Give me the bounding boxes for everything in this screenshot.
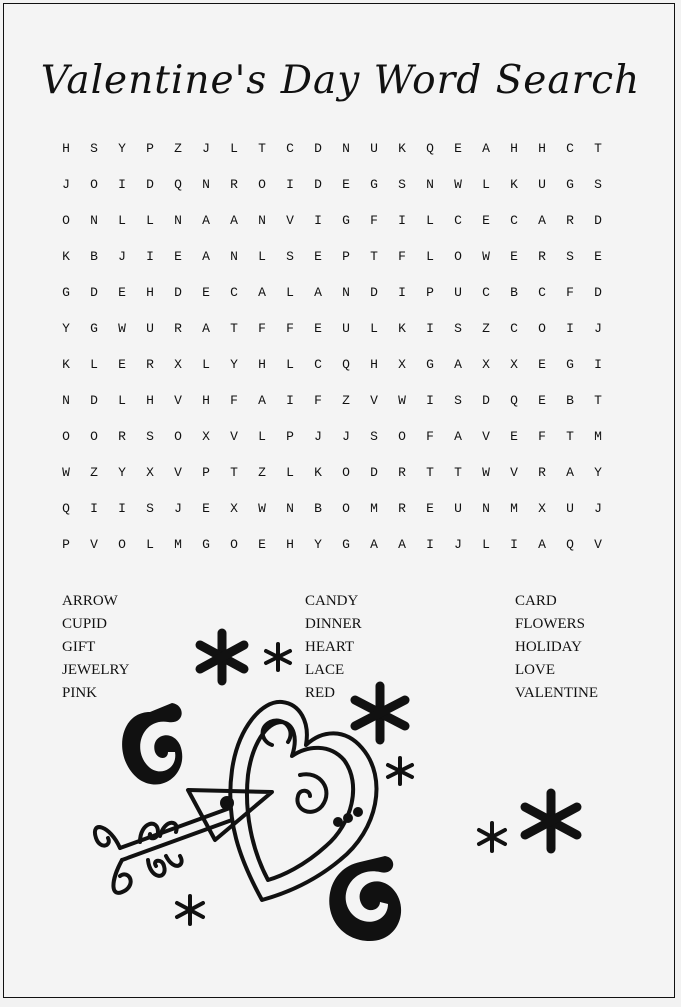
grid-letter: S [454,320,462,336]
grid-letter: F [426,428,434,444]
grid-letter: R [398,464,406,480]
grid-letter: E [454,140,462,156]
grid-letter: L [370,320,378,336]
grid-letter: A [454,428,462,444]
grid-letter: C [314,356,322,372]
grid-letter: Z [342,392,350,408]
grid-letter: Q [62,500,70,516]
grid-letter: J [118,248,126,264]
grid-letter: T [230,320,238,336]
grid-letter: S [146,428,154,444]
grid-letter: H [146,284,154,300]
grid-letter: L [202,356,210,372]
grid-letter: W [398,392,406,408]
grid-letter: N [202,176,210,192]
grid-letter: Q [510,392,518,408]
grid-letter: N [426,176,434,192]
grid-letter: W [482,464,490,480]
grid-letter: H [286,536,294,552]
grid-letter: M [174,536,182,552]
grid-letter: E [118,284,126,300]
grid-letter: T [258,140,266,156]
grid-letter: G [342,212,350,228]
grid-letter: G [90,320,98,336]
grid-letter: A [202,320,210,336]
word-list-item: CANDY [305,593,359,609]
grid-letter: A [538,212,546,228]
grid-letter: D [314,176,322,192]
grid-letter: I [286,176,294,192]
grid-letter: A [202,212,210,228]
grid-letter: L [230,140,238,156]
word-list-column-1 [62,590,130,705]
grid-row [52,238,612,274]
grid-letter: G [426,356,434,372]
grid-letter: T [594,140,602,156]
grid-letter: U [146,320,154,336]
grid-letter: L [286,284,294,300]
grid-letter: T [370,248,378,264]
grid-letter: U [370,140,378,156]
grid-letter: I [594,356,602,372]
word-list-item: HOLIDAY [515,639,582,655]
grid-letter: Y [118,464,126,480]
grid-letter: G [370,176,378,192]
grid-letter: I [426,320,434,336]
grid-letter: G [566,356,574,372]
grid-letter: Y [314,536,322,552]
grid-letter: H [510,140,518,156]
grid-letter: L [482,176,490,192]
grid-letter: O [230,536,238,552]
grid-letter: L [426,248,434,264]
grid-letter: U [454,500,462,516]
letter-grid [52,130,612,562]
grid-letter: Z [90,464,98,480]
grid-letter: I [90,500,98,516]
grid-letter: L [90,356,98,372]
grid-letter: H [538,140,546,156]
grid-letter: L [286,356,294,372]
grid-letter: V [174,392,182,408]
grid-letter: V [370,392,378,408]
grid-letter: P [202,464,210,480]
grid-letter: H [146,392,154,408]
grid-letter: U [538,176,546,192]
grid-letter: F [566,284,574,300]
grid-letter: X [202,428,210,444]
grid-row [52,454,612,490]
grid-letter: V [174,464,182,480]
grid-letter: H [370,356,378,372]
grid-letter: Q [342,356,350,372]
word-list-item: LOVE [515,662,555,678]
grid-letter: O [174,428,182,444]
grid-letter: W [118,320,126,336]
word-list-item: VALENTINE [515,685,599,701]
grid-row [52,310,612,346]
grid-letter: O [90,176,98,192]
grid-letter: D [594,212,602,228]
grid-letter: L [426,212,434,228]
grid-letter: I [426,536,434,552]
grid-letter: D [90,284,98,300]
grid-row [52,382,612,418]
grid-row [52,526,612,562]
grid-letter: E [314,320,322,336]
grid-letter: A [202,248,210,264]
grid-letter: I [146,248,154,264]
grid-letter: F [398,248,406,264]
grid-letter: Z [482,320,490,336]
grid-letter: K [62,356,70,372]
grid-letter: E [342,176,350,192]
grid-letter: D [370,284,378,300]
grid-letter: T [594,392,602,408]
grid-letter: J [454,536,462,552]
grid-letter: A [230,212,238,228]
grid-letter: R [538,464,546,480]
grid-letter: R [230,176,238,192]
grid-letter: E [482,212,490,228]
grid-letter: S [594,176,602,192]
grid-letter: O [90,428,98,444]
grid-letter: A [398,536,406,552]
grid-letter: N [258,212,266,228]
grid-letter: M [510,500,518,516]
word-list-column-2 [305,590,362,705]
word-list-item: GIFT [62,639,96,655]
grid-letter: V [510,464,518,480]
grid-letter: A [314,284,322,300]
word-list-item: CARD [515,593,557,609]
grid-letter: W [258,500,266,516]
grid-letter: M [370,500,378,516]
grid-letter: V [90,536,98,552]
grid-letter: K [398,140,406,156]
grid-letter: I [510,536,518,552]
grid-letter: O [454,248,462,264]
grid-letter: R [174,320,182,336]
grid-letter: N [342,284,350,300]
grid-letter: L [258,428,266,444]
grid-letter: J [202,140,210,156]
grid-letter: B [314,500,322,516]
word-list-item: FLOWERS [515,616,586,632]
grid-letter: A [482,140,490,156]
grid-letter: C [482,284,490,300]
grid-letter: U [342,320,350,336]
grid-letter: I [286,392,294,408]
grid-row [52,274,612,310]
grid-letter: N [90,212,98,228]
grid-letter: Q [566,536,574,552]
grid-letter: S [370,428,378,444]
grid-letter: N [174,212,182,228]
word-list-item: PINK [62,685,98,701]
grid-letter: O [62,428,70,444]
grid-letter: O [258,176,266,192]
grid-letter: E [314,248,322,264]
grid-letter: K [314,464,322,480]
grid-letter: B [566,392,574,408]
grid-letter: B [510,284,518,300]
grid-letter: J [342,428,350,444]
grid-letter: D [314,140,322,156]
grid-letter: I [398,212,406,228]
grid-letter: D [370,464,378,480]
grid-letter: O [342,500,350,516]
grid-row [52,202,612,238]
grid-letter: A [370,536,378,552]
word-list-item: JEWELRY [62,662,130,678]
grid-letter: N [286,500,294,516]
grid-letter: G [62,284,70,300]
grid-letter: T [230,464,238,480]
grid-letter: L [146,212,154,228]
grid-letter: Q [426,140,434,156]
grid-letter: M [594,428,602,444]
grid-letter: J [594,500,602,516]
grid-letter: I [118,176,126,192]
grid-letter: V [594,536,602,552]
grid-letter: P [146,140,154,156]
grid-letter: T [426,464,434,480]
grid-letter: O [62,212,70,228]
grid-row [52,130,612,166]
grid-letter: S [398,176,406,192]
grid-letter: P [286,428,294,444]
word-list-column-3 [515,590,598,705]
grid-letter: D [174,284,182,300]
grid-letter: K [62,248,70,264]
word-list-item: CUPID [62,616,108,632]
grid-letter: X [482,356,490,372]
grid-letter: C [230,284,238,300]
page-title: Valentine's Day Word Search [40,58,641,103]
grid-letter: I [426,392,434,408]
grid-letter: J [62,176,70,192]
grid-letter: F [258,320,266,336]
grid-letter: E [538,356,546,372]
grid-letter: S [286,248,294,264]
grid-letter: C [538,284,546,300]
grid-letter: X [146,464,154,480]
grid-letter: L [258,248,266,264]
grid-letter: I [566,320,574,336]
grid-letter: L [118,212,126,228]
grid-letter: H [258,356,266,372]
grid-letter: D [146,176,154,192]
grid-letter: P [62,536,70,552]
grid-letter: C [510,320,518,336]
grid-letter: R [398,500,406,516]
grid-letter: K [510,176,518,192]
grid-letter: K [398,320,406,336]
grid-letter: S [566,248,574,264]
grid-letter: X [538,500,546,516]
grid-letter: Y [118,140,126,156]
grid-letter: F [230,392,238,408]
grid-letter: V [230,428,238,444]
grid-letter: E [202,500,210,516]
grid-letter: I [314,212,322,228]
grid-letter: N [62,392,70,408]
grid-letter: X [174,356,182,372]
grid-letter: J [594,320,602,336]
grid-letter: R [538,248,546,264]
grid-letter: C [454,212,462,228]
grid-letter: N [230,248,238,264]
grid-letter: H [202,392,210,408]
grid-letter: A [538,536,546,552]
grid-letter: I [398,284,406,300]
grid-letter: E [174,248,182,264]
word-list-item: LACE [305,662,345,678]
grid-letter: Y [230,356,238,372]
grid-letter: L [146,536,154,552]
grid-letter: B [90,248,98,264]
grid-letter: A [258,284,266,300]
grid-letter: A [566,464,574,480]
grid-letter: Y [594,464,602,480]
word-list-item: RED [305,685,335,701]
grid-letter: O [398,428,406,444]
grid-letter: L [118,392,126,408]
grid-letter: F [538,428,546,444]
grid-letter: X [510,356,518,372]
grid-letter: P [342,248,350,264]
grid-letter: C [286,140,294,156]
grid-letter: N [342,140,350,156]
grid-letter: S [90,140,98,156]
grid-letter: W [62,464,70,480]
grid-row [52,418,612,454]
grid-letter: J [174,500,182,516]
grid-letter: C [566,140,574,156]
grid-letter: V [482,428,490,444]
grid-letter: F [370,212,378,228]
grid-letter: T [454,464,462,480]
grid-letter: R [118,428,126,444]
grid-letter: F [314,392,322,408]
grid-letter: F [286,320,294,336]
word-list-item: HEART [305,639,355,655]
grid-letter: A [454,356,462,372]
grid-letter: D [482,392,490,408]
grid-letter: A [258,392,266,408]
grid-letter: S [454,392,462,408]
grid-letter: T [566,428,574,444]
grid-letter: Q [174,176,182,192]
grid-letter: O [538,320,546,336]
grid-letter: L [286,464,294,480]
word-list-item: ARROW [62,593,118,609]
grid-letter: G [202,536,210,552]
grid-letter: J [314,428,322,444]
grid-letter: D [594,284,602,300]
grid-letter: O [342,464,350,480]
grid-letter: C [510,212,518,228]
grid-letter: X [398,356,406,372]
grid-letter: S [146,500,154,516]
grid-letter: E [510,428,518,444]
grid-letter: Y [62,320,70,336]
grid-letter: R [146,356,154,372]
grid-letter: R [566,212,574,228]
grid-letter: P [426,284,434,300]
grid-letter: V [286,212,294,228]
grid-letter: U [454,284,462,300]
grid-letter: Z [258,464,266,480]
grid-letter: L [482,536,490,552]
word-list-item: DINNER [305,616,362,632]
grid-letter: E [118,356,126,372]
grid-row [52,490,612,526]
grid-letter: O [118,536,126,552]
grid-row [52,166,612,202]
grid-letter: U [566,500,574,516]
grid-letter: G [342,536,350,552]
grid-letter: E [426,500,434,516]
grid-letter: G [566,176,574,192]
grid-letter: E [594,248,602,264]
grid-letter: I [118,500,126,516]
grid-letter: N [482,500,490,516]
grid-letter: E [510,248,518,264]
grid-letter: W [482,248,490,264]
grid-letter: H [62,140,70,156]
grid-letter: E [202,284,210,300]
grid-letter: Z [174,140,182,156]
grid-letter: E [258,536,266,552]
grid-letter: X [230,500,238,516]
grid-row [52,346,612,382]
grid-letter: E [538,392,546,408]
grid-letter: D [90,392,98,408]
grid-letter: W [454,176,462,192]
